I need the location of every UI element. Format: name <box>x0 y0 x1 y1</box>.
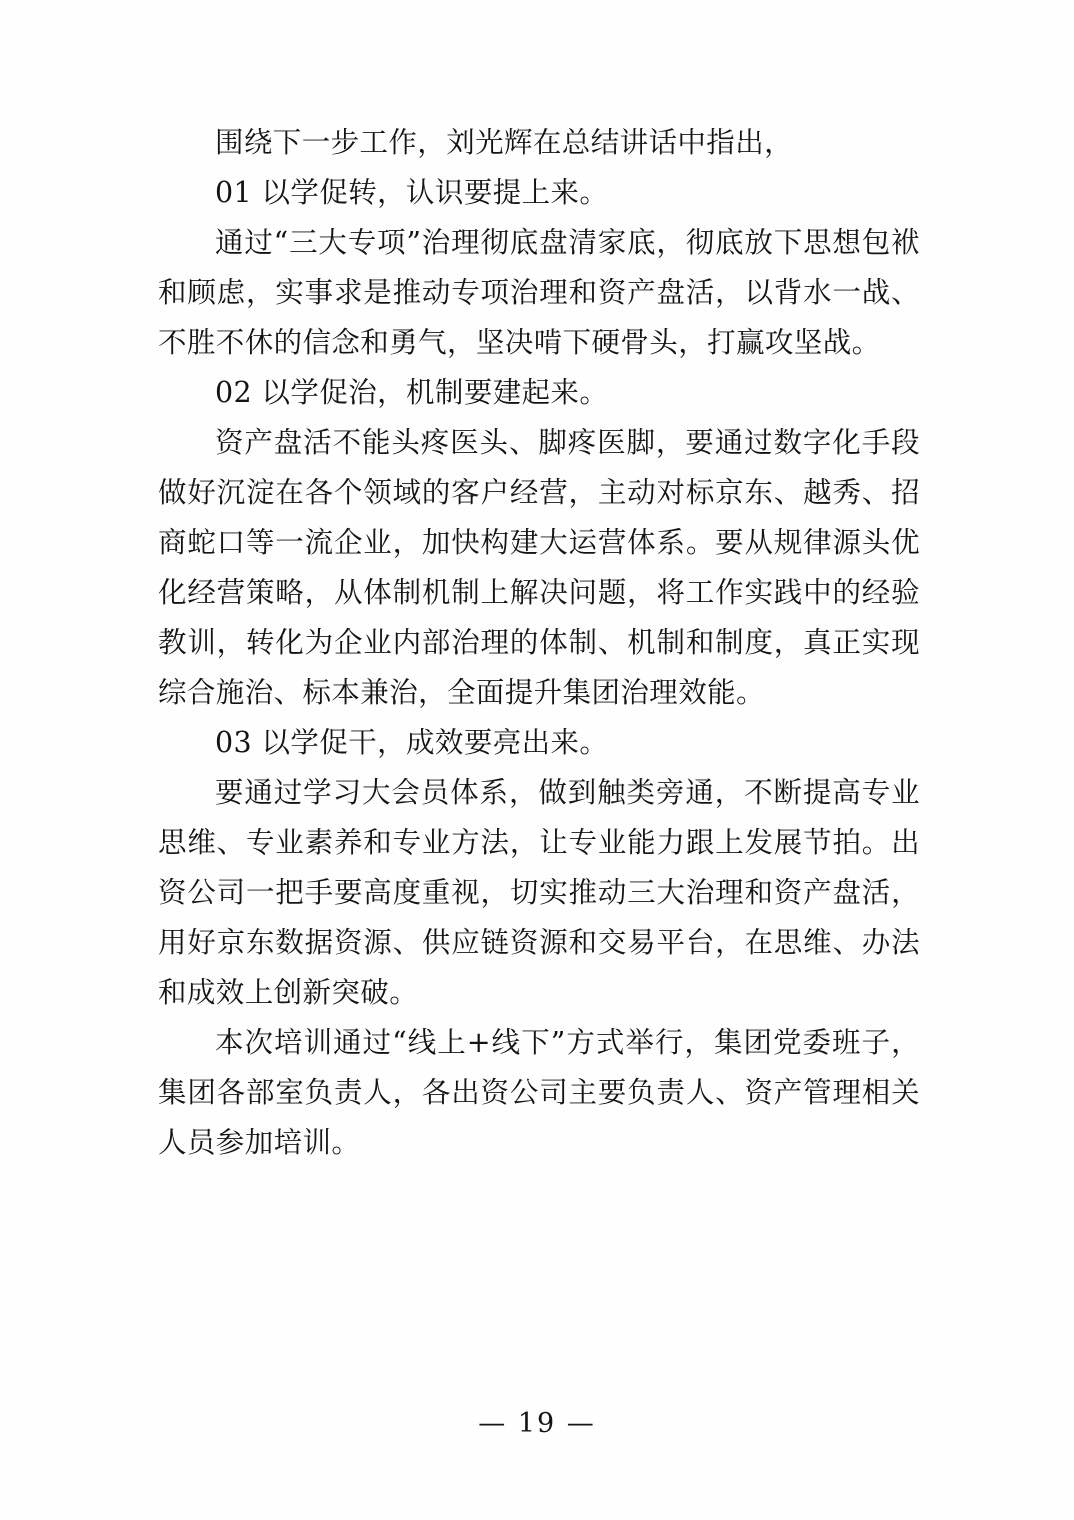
paragraph: 要通过学习大会员体系，做到触类旁通，不断提高专业思维、专业素养和专业方法，让专业能力跟上发展节拍。出资公司一把手要高度重视，切实推动三大治理和资产盘活，用好京东数据资源、供应链资源和交易平台，在思维、办法和成效上创新突破。 <box>158 776 920 1009</box>
paragraph: 03 以学促干，成效要亮出来。 <box>215 726 609 759</box>
page-number: — 19 — <box>478 1408 596 1439</box>
paragraph: 本次培训通过“线上+线下”方式举行，集团党委班子，集团各部室负责人，各出资公司主要负责人、资产管理相关人员参加培训。 <box>158 1026 920 1159</box>
page-body <box>158 118 920 1168</box>
paragraph: 01 以学促转，认识要提上来。 <box>215 176 609 209</box>
paragraph: 02 以学促治，机制要建起来。 <box>215 376 609 409</box>
paragraph: 通过“三大专项”治理彻底盘清家底，彻底放下思想包袱和顾虑，实事求是推动专项治理和资产盘活，以背水一战、不胜不休的信念和勇气，坚决啃下硬骨头，打赢攻坚战。 <box>158 226 920 359</box>
paragraph: 围绕下一步工作，刘光辉在总结讲话中指出， <box>215 126 794 159</box>
paragraph: 资产盘活不能头疼医头、脚疼医脚，要通过数字化手段做好沉淀在各个领域的客户经营，主动对标京东、越秀、招商蛇口等一流企业，加快构建大运营体系。要从规律源头优化经营策略，从体制机制上解决问题，将工作实践中的经验教训，转化为企业内部治理的体制、机制和制度，真正实现综合施治、标本兼治，全面提升集团治理效能。 <box>158 426 920 709</box>
